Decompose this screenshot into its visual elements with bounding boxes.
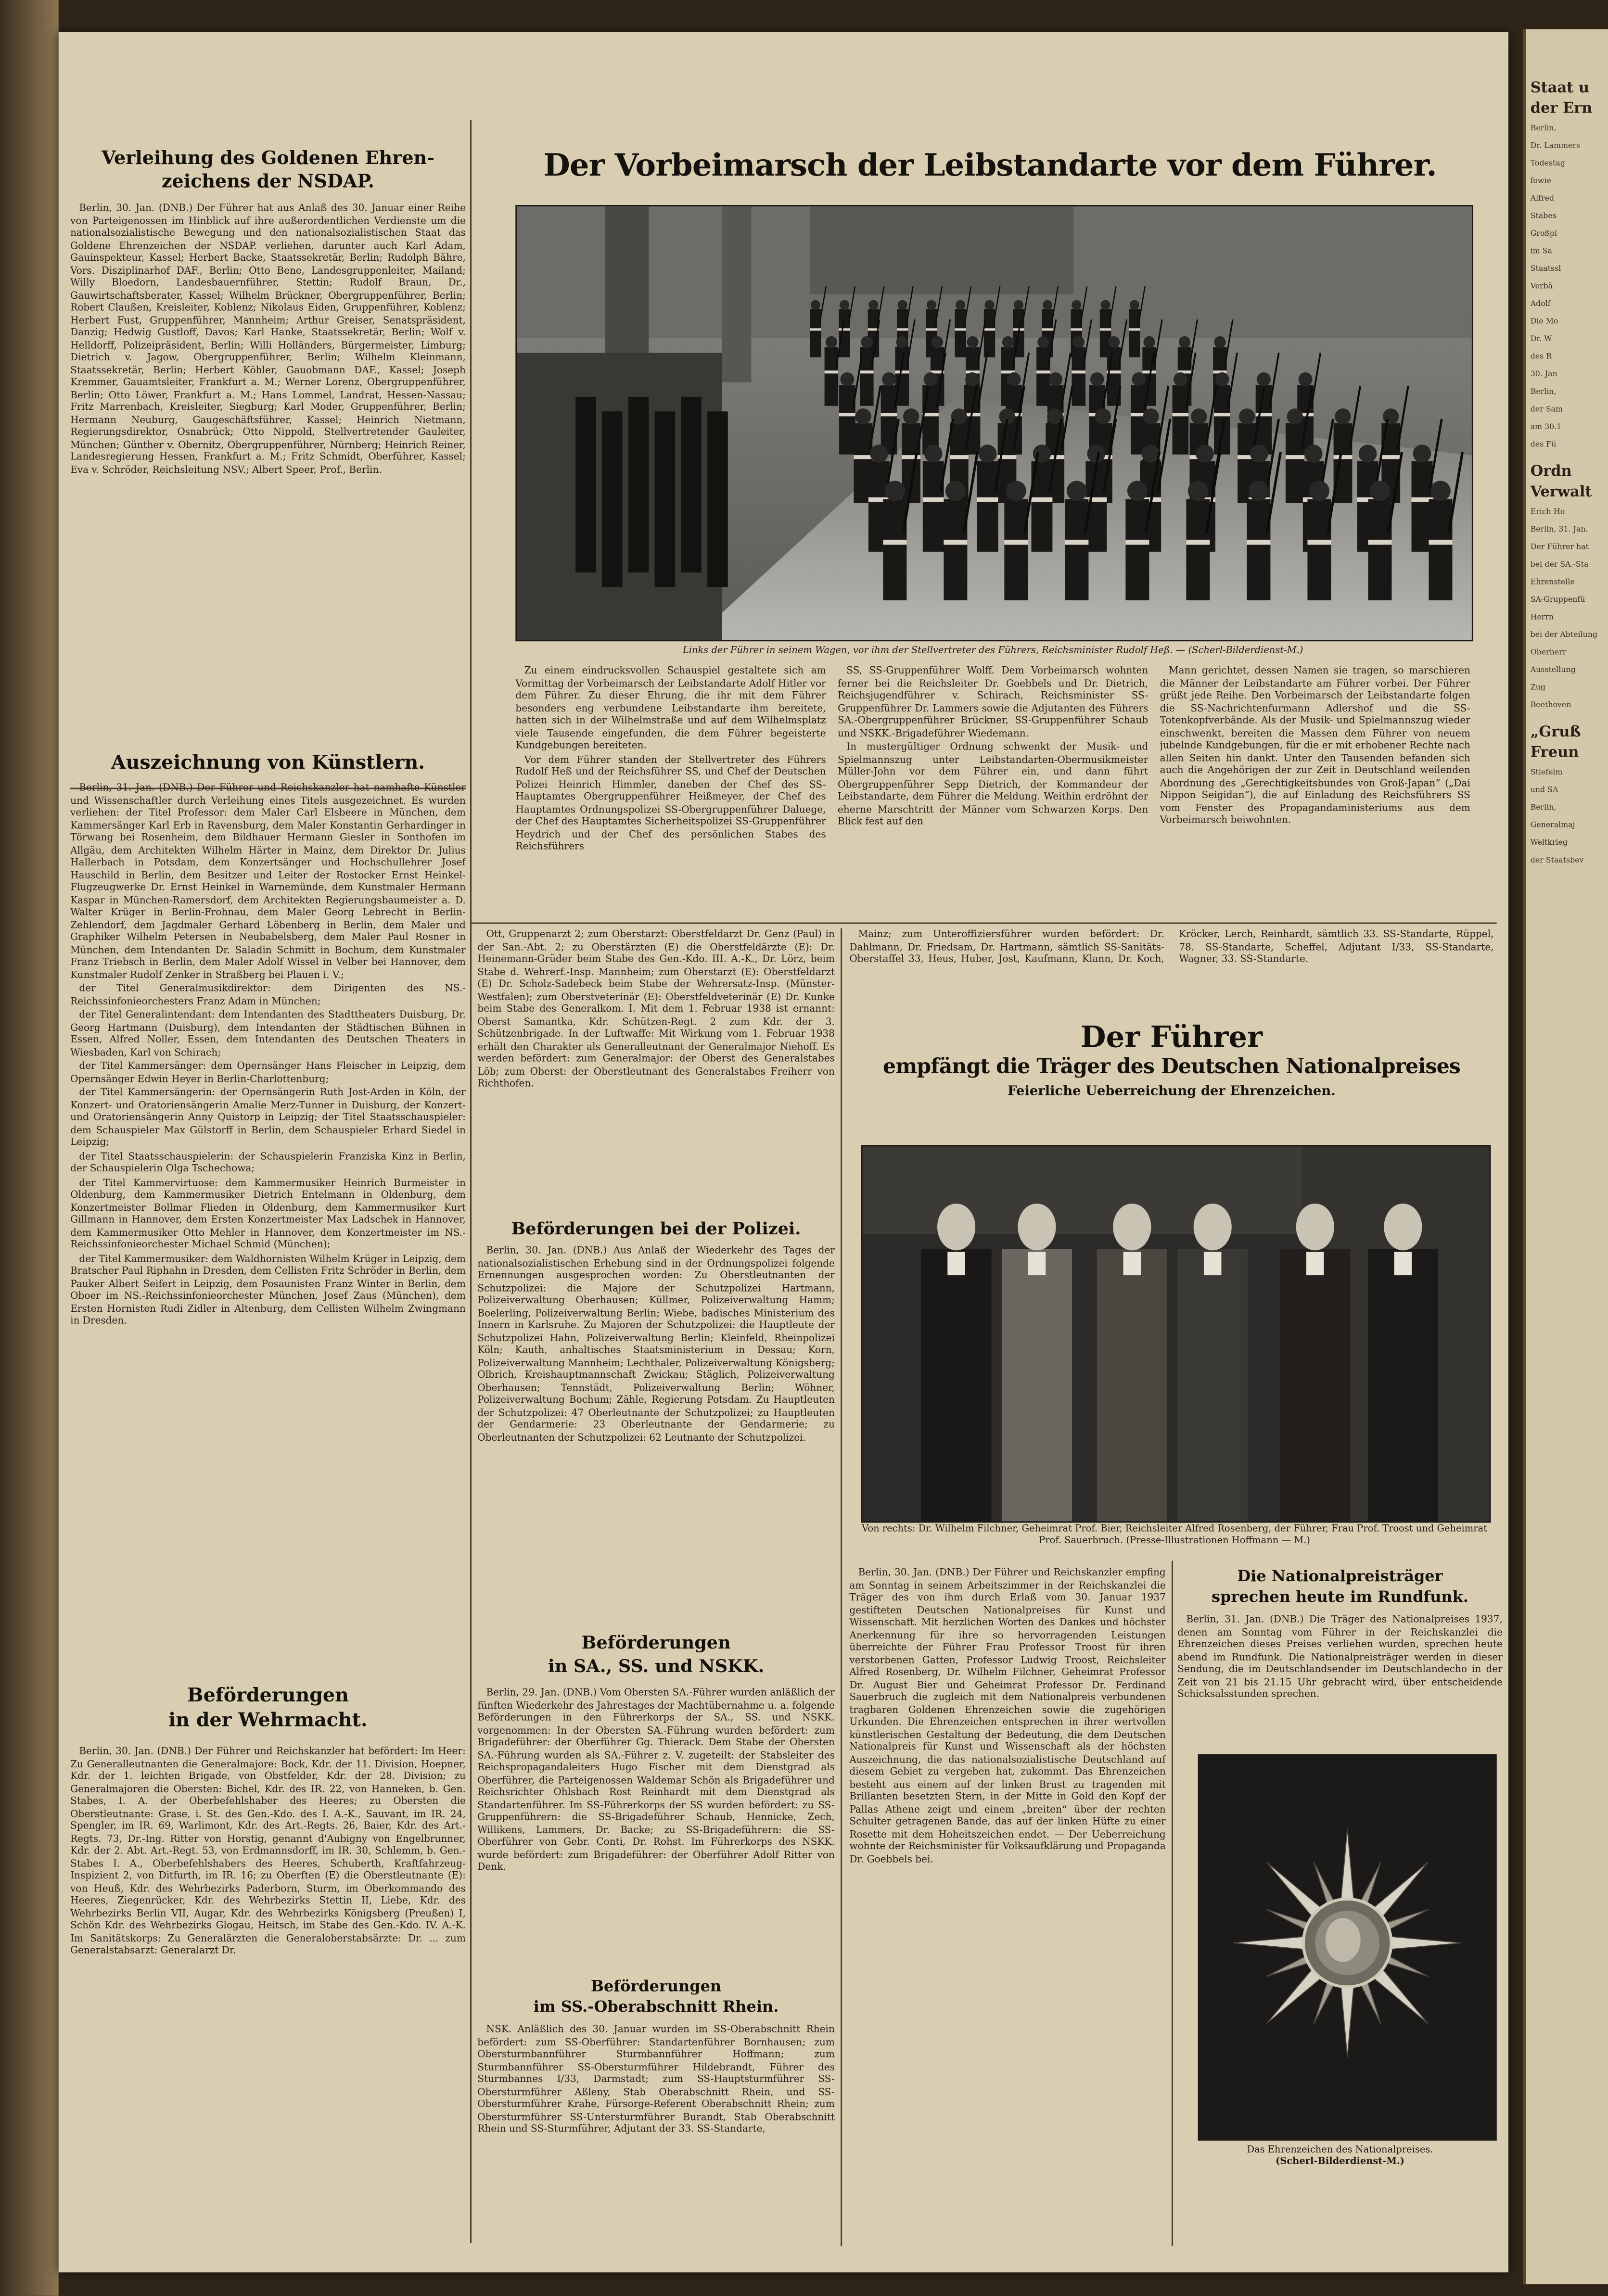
ehrenzeichen-caption: Das Ehrenzeichen des Nationalpreises. (Scherl-Bilderdienst-M.) xyxy=(1247,2144,1433,2167)
adjacent-line: des R xyxy=(1530,353,1552,362)
column-rule xyxy=(470,120,472,2243)
adjacent-line: Erich Ho xyxy=(1530,508,1565,517)
nationalpreis-photo xyxy=(861,1145,1491,1522)
adjacent-line: Der Führer hat xyxy=(1530,543,1589,552)
adjacent-line: Berlin, xyxy=(1530,388,1557,397)
article7-title: Beförderungen in SA., SS. und NSKK. xyxy=(548,1632,765,1677)
spectator-figure xyxy=(575,397,596,572)
adjacent-line: Staatssl xyxy=(1530,265,1561,274)
adjacent-text xyxy=(1526,122,1608,870)
adjacent-line: Dr. Lammers xyxy=(1530,142,1581,151)
adjacent-line: bei der Abteilung xyxy=(1530,631,1597,640)
adjacent-line: Verbä xyxy=(1530,282,1553,292)
parade-photo xyxy=(515,205,1473,641)
article6-title: Beförderungen bei der Polizei. xyxy=(511,1218,801,1239)
adjacent-line: im Sa xyxy=(1530,247,1552,256)
article10-body: Berlin, 31. Jan. (DNB.) Die Träger des Nationalpreises 1937, denen am Sonntag vom Führer in der Reichskanzlei die Ehrenzeichen dieses Preises verliehen wurden, sprechen heute abend im Rundfunk. Die Nationalpreisträger werden in dieser Sendung, die im Deutschlandsender im Deutschlandecho in der Zeit von 21 bis 21.15 Uhr gebracht wird, über entscheidende Schicksalsstunden sprechen. xyxy=(1177,1613,1503,1700)
article2-title: Auszeichnung von Künstlern. xyxy=(111,752,425,775)
adjacent-line: 30. Jan xyxy=(1530,370,1557,380)
adjacent-line: Adolf xyxy=(1530,300,1551,309)
adjacent-heading: Freun xyxy=(1530,745,1579,761)
adjacent-line: Generalmaj xyxy=(1530,821,1575,830)
article6-body: Berlin, 30. Jan. (DNB.) Aus Anlaß der Wiederkehr des Tages der nationalsozialistischen Erhebung sind in der Ordnungspolizei folgende Ernennungen ausgesprochen worden: Zu Oberstleutnanten der Schutzpolizei: die Majore der Schutzpolizei Hartmann, Polizeiverwaltung Oberhausen; Küllmer, Polizeiverwaltung Hamm; Boelerling, Polizeiverwaltung Berlin; Wiebe, badisches Ministerium des Innern in Karlsruhe. Zu Majoren der Schutzpolizei: die Hauptleute der Schutzpolizei Hahn, Polizeiverwaltung Berlin; Kleinfeld, Rheinpolizei Köln; Kauth, anhaltisches Staatsministerium in Dessau; Korn, Polizeiverwaltung Mannheim; Lechthaler, Polizeiverwaltung Königsberg; Olbrich, Kreishauptmannschaft Zwickau; Stäglich, Polizeiverwaltung Oberhausen; Tennstädt, Polizeiverwaltung Berlin; Wöhner, Polizeiverwaltung Bochum; Zähle, Regierung Potsdam. Zu Hauptleuten der Schutzpolizei: 47 Oberleutnante der Schutzpolizei; zu Hauptleuten der Gendarmerie: 23 Oberleutnante der Gendarmerie; zu Oberleutnanten der Schutzpolizei: 62 Leutnante der Schutzpolizei. xyxy=(477,1244,835,1443)
adjacent-line: Berlin, 31. Jan. xyxy=(1530,525,1588,534)
adjacent-line: bei der SA.-Sta xyxy=(1530,560,1589,570)
adjacent-heading: Ordn xyxy=(1530,464,1572,481)
parade-photo-image xyxy=(517,206,1472,640)
article8-body: NSK. Anläßlich des 30. Januar wurden im SS-Oberabschnitt Rhein befördert: zum SS-Oberführer: Standartenführer Bornhausen; zum Obersturmbannführer Sturmbannführer Hoffmann; zum Sturmbannführer SS-Obersturmführer Hildebrandt, Führer des Sturmbannes I/33, Darmstadt; zum SS-Hauptsturmführer SS-Obersturmführer Aßleny, Stab Oberabschnitt Rhein, und SS-Obersturmführer Krahe, Fürsorge-Referent Oberabschnitt Rhein; zum Obersturmführer SS-Untersturmführer Burandt, Stab Oberabschnitt Rhein und SS-Sturmführer, Adjutant der 33. SS-Standarte, xyxy=(477,2023,835,2135)
adjacent-line: Dr. W xyxy=(1530,335,1552,344)
nationalpreis-photo-image xyxy=(863,1146,1490,1521)
spectator-figure xyxy=(602,411,623,587)
article4-col3: Mann gerichtet, dessen Namen sie tragen, so marschieren die Männer der Leibstandarte am Führer vorbei. Der Führer grüßt jede Reihe. Den Vorbeimarsch der Leibstandarte folgen die SS-Nachrichtenfurmann Adlershof und die SS-Totenkopfverbände. Als der Musik- und Spielmannszug wieder einschwenkt, bereiten die Massen dem Führer von neuem jubelnde Kundgebungen, für die er mit erhobener Rechte nach allen Seiten hin dankt. Unter den Tausenden befanden sich auch die Angehörigen der zur Zeit in Deutschland weilenden Abordnung des „Gerechtigkeitsbundes von Groß-Japan“ („Dai Nippon Seigidan“), die auf Einladung des Reichsführers SS vom Fenster des Propagandaministeriums aus dem Vorbeimarsch beiwohnten. xyxy=(1160,664,1470,826)
section-rule xyxy=(472,923,1497,924)
adjacent-line: am 30.1 xyxy=(1530,423,1562,432)
adjacent-line: der Sam xyxy=(1530,406,1563,415)
article7-body: Berlin, 29. Jan. (DNB.) Vom Obersten SA.-Führer wurden anläßlich der fünften Wiederkehr des Jahrestages der Machtübernahme u. a. folgende Beförderungen in den Führerkorps der SA., SS. und NSKK. vorgenommen: In der Obersten SA.-Führung wurden befördert: zum Brigadeführer: der Oberführer Gg. Thierack. Dem Stabe der Obersten SA.-Führung wurden als SA.-Führer z. V. zugeteilt: der Stabsleiter des Reichspropagandaleiters Hugo Fischer mit dem Dienstgrad als Oberführer, die Parteigenossen Waldemar Schön als Brigadeführer und Reichsrichter Ohlsbach Rost Reinhardt mit dem Dienstgrad als Standartenführer. Im SS-Führerkorps der SS wurden befördert: zu SS-Gruppenführern: die SS-Brigadeführer Schaub, Hennicke, Zech, Willikens, Lammers, Dr. Backe; zu SS-Brigadeführern: die SS-Oberführer von Gebr. Conti, Dr. Rohst. Im Führerkorps des NSKK. wurde befördert: zum Brigadeführer: der Oberführer Adolf Ritter von Denk. xyxy=(477,1687,835,1873)
adjacent-line: SA-Gruppenfü xyxy=(1530,596,1585,605)
person-figure xyxy=(1280,1204,1350,1521)
adjacent-line: Stiefelm xyxy=(1530,768,1563,778)
adjacent-line: Oberherr xyxy=(1530,648,1567,658)
adjacent-heading: Verwalt xyxy=(1530,484,1592,501)
ehrenzeichen-photo xyxy=(1198,1754,1497,2141)
article1-body: Berlin, 30. Jan. (DNB.) Der Führer hat aus Anlaß des 30. Januar einer Reihe von Parteigenossen im Hinblick auf ihre außerordentlichen Verdienste um die nationalsozialistische Bewegung und den nationalsozialistischen Staat das Goldene Ehrenzeichen der NSDAP. verliehen, darunter auch Karl Adam, Gauinspekteur, Kassel; Herbert Backe, Staatssekretär, Berlin; Rudolph Bähre, Vors. Disziplinarhof DAF., Berlin; Otto Bene, Landesgruppenleiter, Mailand; Willy Bloedorn, Landesbauernführer, Stettin; Rudolf Braun, Dr., Gauwirtschaftsberater, Kassel; Wilhelm Brückner, Obergruppenführer, Berlin; Robert Claußen, Kreisleiter, Koblenz; Nikolaus Eiden, Gruppenführer, Koblenz; Herbert Fust, Gruppenführer, Mannheim; Arthur Greiser, Senatspräsident, Danzig; Hedwig Gustloff, Davos; Karl Hanke, Staatssekretär, Berlin; Wolf v. Helldorff, Polizeipräsident, Berlin; Willi Holländers, Bürgermeister, Limburg; Dietrich v. Jagow, Obergruppenführer, Berlin; Wilhelm Kleinmann, Staatssekretär, Berlin; Herbert Köhler, Gauobmann DAF., Kassel; Joseph Kremmer, Gauamtsleiter, Frankfurt a. M.; Werner Lorenz, Obergruppenführer, Berlin; Otto Löwer, Frankfurt a. M.; Hans Lommel, Landrat, Hessen-Nassau; Fritz Marrenbach, Kreisleiter, Siegburg; Karl Moder, Gruppenführer, Berlin; Hermann Neuburg, Gaugeschäftsführer, Kassel; Heinrich Nietmann, Regierungsdirektor, Osnabrück; Otto Nippold, Stellvertretender Gauleiter, München; Günther v. Obernitz, Obergruppenführer, Nürnberg; Heinrich Reiner, Landesregierung Hessen, Frankfurt a. M.; Fritz Schmidt, Oberführer, Kassel; Eva v. Schröder, Reichsleitung NSV.; Albert Speer, Prof., Berlin. xyxy=(70,202,466,475)
spectator-figure xyxy=(628,397,649,572)
person-figure xyxy=(1368,1204,1438,1521)
adjacent-line: Stabes xyxy=(1530,212,1557,221)
ehrenzeichen-star-image xyxy=(1200,1755,1495,2139)
adjacent-line: Ehrenstelle xyxy=(1530,578,1575,587)
adjacent-heading-1: Staat u xyxy=(1530,80,1589,97)
article4-col1: Zu einem eindrucksvollen Schauspiel gestaltete sich am Vormittag der Vorbeimarsch der Leibstandarte Adolf Hitler vor dem Führer. Zu dieser Ehrung, die ihr mit dem Führer besonders eng verbundene Leibstandarte ihm bereitete, hatten sich in der Wilhelmstraße und auf dem Wilhelmsplatz viele Tausende eingefunden, die dem Führer begeisterte Kundgebungen bereiteten. Vor dem Führer standen der Stellvertreter des Führers Rudolf Heß und der Reichsführer SS, und Chef der Deutschen Polizei Heinrich Himmler, daneben der Chef des SS-Hauptamtes Obergruppenführer Heißmeyer, der Chef des Hauptamtes Ordnungspolizei SS-Obergruppenführer Daluege, der Chef des Hauptamtes Sicherheitspolizei SS-Gruppenführer Heydrich und der Chef des persönlichen Stabes des Reichsführers xyxy=(515,664,826,852)
article4-col2: SS, SS-Gruppenführer Wolff. Dem Vorbeimarsch wohnten ferner bei die Reichsleiter Dr. Goebbels und Dr. Dietrich, Reichsjugendführer v. Schirach, Reichsminister SS-Gruppenführer Dr. Lammers sowie die Adjutanten des Führers SA.-Obergruppenführer Brückner, SS-Gruppenführer Schaub und NSKK.-Brigadeführer Wiedemann. In mustergültiger Ordnung schwenkt der Musik- und Spielmannszug unter Leibstandarten-Obermusikmeister Müller-John vor dem Führer ein, und dann führt Obergruppenführer Sepp Dietrich, der Kommandeur der Leibstandarte, dem Führer die Meldung. Weithin erdröhnt der eherne Marschtritt der Männer vom Schwarzen Korps. Den Blick fest auf den xyxy=(838,664,1149,827)
nationalpreis-photo-caption: Von rechts: Dr. Wilhelm Filchner, Geheimrat Prof. Bier, Reichsleiter Alfred Rosenberg, der Führer, Frau Prof. Troost und Geheimrat Prof. Sauerbruch. (Presse-Illustrationen Hoffmann — M.) xyxy=(862,1522,1487,1547)
article3-body: Berlin, 30. Jan. (DNB.) Der Führer und Reichskanzler hat befördert: Im Heer: Zu Generalleutnanten die Generalmajore: Bock, Kdr. der 11. Division, Hoepner, Kdr. der 1. leichten Brigade, von Obstfelder, Kdr. der 28. Division; zu Generalmajoren die Obersten: Bichel, Kdr. des IR. 22, von Hanneken, b. Gen. Stabes, I. A. der Oberbefehlshaber des Heeres; zu Obersten die Oberstleutnante: Grase, i. St. des Gen.-Kdo. des I. A.-K., Sauvant, im IR. 24, Spengler, im IR. 69, Warlimont, Kdr. des Art.-Regts. 26, Baier, Kdr. des Art.-Regts. 73, Dr.-Ing. Ritter von Horstig, genannt d'Aubigny von Engelbrunner, Kdr. der 2. Abt. Art.-Regt. 53, von Erdmannsdorff, im IR. 30, Schlemm, b. Gen.-Stabes I. A., Oberbefehlshabers des Heeres, Schuberth, Kraftfahrzeug-Inspizient 2, von Ditfurth, im IR. 16; zu Oberften (E) die Oberstleutnante (E): von Heuß, Kdr. des Wehrbezirks Paderborn, Sturm, im Oberkommando des Heeres, Ziegenrücker, Kdr. des Wehrbezirks Stettin II, Liebe, Kdr. des Wehrbezirks Berlin VII, Augar, Kdr. des Wehrbezirks Königsberg (Preußen) I, Schön Kdr. des Wehrbezirks Glogau, Heitsch, im Stabe des Gen.-Kdo. IV. A.-K. Im Sanitätskorps: Zu Generalärzten die Generaloberstabsärzte: Dr. ... zum Generalstabsarzt: Generalarzt Dr. xyxy=(70,1745,466,1956)
adjacent-line: Ausstellung xyxy=(1530,666,1576,675)
person-figure xyxy=(921,1204,991,1521)
article5-continued: Ott, Gruppenarzt 2; zum Oberstarzt: Oberstfeldarzt Dr. Genz (Paul) in der San.-Abt. 2; zu Oberstärzten (E) die Oberstfeldärzte (E): Dr. Heinemann-Grüder beim Stabe des Gen.-Kdo. III. A.-K., Dr. Lörz, beim Stabe d. Wehrerf.-Insp. Mannheim; zum Oberstarzt (E): Oberstfeldarzt (E) Dr. Scholz-Sadebeck beim Stabe der Wehrersatz-Insp. (Münster-Westfalen); zum Oberstveterinär (E): Oberstfeldveterinär (E) Dr. Kunke beim Stabe des Generalkom. I. Mit dem 1. Februar 1938 ist ernannt: Oberst Samantka, Kdr. Schützen-Regt. 2 zum Kdr. der 3. Schützenbrigade. In der Luftwaffe: Mit Wirkung vom 1. Februar 1938 erhält den Charakter als Generalleutnant der Generalmajor Niehoff. Es werden befördert: zum Generalmajor: der Oberst des Generalstabes Löb; zum Oberst: der Oberstleutnant des Generalstabes Freiherr von Richthofen. xyxy=(477,928,835,1090)
newspaper-page xyxy=(59,32,1508,2272)
article5-right: Mainz; zum Unteroffiziersführer wurden befördert: Dr. Dahlmann, Dr. Friedsam, Dr. Hartmann, sämtlich SS-Sanitäts-Oberstaffel 33, Heus, Huber, Jost, Kaufmann, Klann, Dr. Koch, Kröcker, Lerch, Reinhardt, sämtlich 33. SS-Standarte, Rüppel, 78. SS-Standarte, Scheffel, Adjutant I/33, SS-Standarte, Wagner, 33. SS-Standarte. xyxy=(849,928,1494,965)
adjacent-line: Todestag xyxy=(1530,159,1565,169)
book-binding-edge xyxy=(0,0,59,2296)
article10-title: Die Nationalpreisträger sprechen heute im Rundfunk. xyxy=(1212,1568,1468,1606)
person-figure xyxy=(1002,1204,1072,1521)
article9-body: Berlin, 30. Jan. (DNB.) Der Führer und Reichskanzler empfing am Sonntag in seinem Arbeitszimmer in der Reichskanzlei die Träger des von ihm durch Erlaß vom 30. Januar 1937 gestifteten Deutschen Nationalpreises für Kunst und Wissenschaft. Mit herzlichen Worten des Dankes und höchster Anerkennung für ihre so hervorragenden Leistungen überreichte der Führer Frau Professor Troost für ihren verstorbenen Gatten, Professor Ludwig Troost, Reichsleiter Alfred Rosenberg, Dr. Wilhelm Filchner, Geheimrat Professor Dr. August Bier und Geheimrat Professor Dr. Ferdinand Sauerbruch die zugleich mit dem Nationalpreis verbundenen tragbaren Goldenen Ehrenzeichen sowie die zugehörigen Urkunden. Die Ehrenzeichen entsprechen in ihrer wertvollen künstlerischen Gestaltung der Bedeutung, die dem Deutschen Nationalpreis für Kunst und Wissenschaft als der höchsten Auszeichnung, die das nationalsozialistische Deutschland auf diesem Gebiet zu vergeben hat, zukommt. Das Ehrenzeichen besteht aus einem auf der linken Brust zu tragenden mit Brillanten besetzten Stern, in der Mitte in Gold den Kopf der Pallas Athene zeigt und einem „breiten“ über der rechten Schulter getragenen Bande, das auf der linken Hüfte zu einer Rosette mit dem Hoheitszeichen endet. — Der Ueberreichung wohnte der Reichsminister für Volksaufklärung und Propaganda Dr. Goebbels bei. xyxy=(849,1566,1166,1865)
adjacent-line: und SA xyxy=(1530,786,1558,795)
article2-body: Berlin, 31. Jan. (DNB.) Der Führer und Reichskanzler hat namhafte Künstler und Wissenschaftler durch Verleihung eines Titels ausgezeichnet. Es wurden verliehen: der Titel Professor: dem Maler Carl Elsbeere in München, dem Kammersänger Karl Erb in Ravensburg, dem Maler Konstantin Gerhardinger in Törwang bei Rosenheim, dem Bildhauer Hermann Giesler in Sonthofen im Allgäu, dem Architekten Wilhelm Härter in Mainz, dem Direktor Dr. Julius Hallerbach in Potsdam, dem Konzertsänger und Hochschullehrer Josef Hauschild in Berlin, dem Besitzer und Leiter der Rostocker Ernst Heinkel-Flugzeugwerke Dr. Ernst Heinkel in Warnemünde, dem Kunstmaler Hermann Kaspar in München-Ramersdorf, dem Architekten Regierungsbaumeister a. D. Walter Krüger in Berlin-Frohnau, dem Maler Georg Lebrecht in Berlin-Zehlendorf, dem Jagdmaler Gerhard Löbenberg in Berlin, dem Maler und Graphiker Wilhelm Petersen in Neubabelsberg, dem Maler Paul Rosner in München, dem Intendanten Dr. Saladin Schmitt in Bochum, dem Kunstmaler Franz Triebsch in Berlin, dem Maler Adolf Wissel in Velber bei Hannover, dem Kunstmaler Rudolf Zenker in Straßberg bei Plauen i. V.; der Titel Generalmusikdirektor: dem Dirigenten des NS.-Reichssinfonieorchesters Franz Adam in München; der Titel Generalintendant: dem Intendanten des Stadttheaters Duisburg, Dr. Georg Hartmann (Duisburg), dem Intendanten der Städtischen Bühnen in Essen, Alfred Noller, Essen, dem Intendanten des Deutschen Theaters in Wiesbaden, Karl von Schirach; der Titel Kammersänger: dem Opernsänger Hans Fleischer in Leipzig, dem Opernsänger Edwin Heyer in Berlin-Charlottenburg; der Titel Kammersängerin: der Opernsängerin Ruth Jost-Arden in Köln, der Konzert- und Oratoriensängerin Amalie Merz-Tunner in Duisburg, der Konzert- und Oratoriensängerin Anny Quistorp in Leipzig; der Titel Staatsschauspieler: dem Schauspieler Max Gülstorff in Berlin, dem Schauspieler Erhard Siedel in Leipzig; der Titel Staatsschauspielerin: der Schauspielerin Franziska Kinz in Berlin, der Schauspielerin Olga Tschechowa; der Titel Kammervirtuose: dem Kammermusiker Heinrich Burmeister in Oldenburg, dem Kammermusiker Dietrich Entelmann in Oldenburg, dem Konzertmeister Bollmar Flieden in Oldenburg, dem Kammermusiker Kurt Gillmann in Hannover, dem Ersten Konzertmeister Max Ladschek in Hannover, dem Kammermusiker Otto Mehler in Hannover, dem Konzertmeister im NS.-Reichssinfonieorchester Michael Schmid (München); der Titel Kammermusiker: dem Waldhornisten Wilhelm Krüger in Leipzig, dem Bratscher Paul Riphahn in Dresden, dem Cellisten Fritz Schröder in Berlin, dem Pauker Albert Seifert in Leipzig, dem Posaunisten Franz Winter in Berlin, dem Oboer im NS.-Reichssinfonieorchester München, Josef Zaus (München), dem Ersten Hornisten Rudi Zidler in Altenburg, dem Cellisten Wilhelm Zwingmann in Dresden. xyxy=(70,782,466,1327)
article8-title: Beförderungen im SS.-Oberabschnitt Rhein. xyxy=(533,1978,779,2017)
adjacent-line: Weltkrieg xyxy=(1530,839,1568,848)
main-headline: Der Vorbeimarsch der Leibstandarte vor dem Führer. xyxy=(543,146,1437,183)
adjacent-line: Herrn xyxy=(1530,613,1554,622)
adjacent-line: Großpl xyxy=(1530,229,1557,239)
person-figure xyxy=(1177,1204,1248,1521)
adjacent-heading: „Gruß xyxy=(1530,724,1581,741)
adjacent-line: Beethoven xyxy=(1530,701,1571,710)
parade-photo-caption: Links der Führer in seinem Wagen, vor ihm der Stellvertreter des Führers, Reichsminister Rudolf Heß. — (Scherl-Bilderdienst-M.) xyxy=(682,644,1303,656)
adjacent-line: Alfred xyxy=(1530,194,1555,204)
article9-title: Der Führer empfängt die Träger des Deutschen Nationalpreises Feierliche Ueberreichung der Ehrenzeichen. xyxy=(883,1019,1460,1100)
adjacent-line: fowie xyxy=(1530,177,1551,186)
adjacent-page xyxy=(1523,29,1608,2284)
adjacent-heading-2: der Ern xyxy=(1530,101,1593,117)
adjacent-line: der Staatsbev xyxy=(1530,856,1584,865)
adjacent-line: des Fü xyxy=(1530,441,1557,450)
adjacent-line: Zug xyxy=(1530,684,1545,693)
spectator-figure xyxy=(681,397,702,572)
column-rule xyxy=(841,928,842,2246)
spectator-figure xyxy=(707,411,728,587)
article1-title: Verleihung des Goldenen Ehren- zeichens der NSDAP. xyxy=(102,146,434,192)
adjacent-line: Berlin, xyxy=(1530,804,1557,813)
adjacent-line: Berlin, xyxy=(1530,124,1557,133)
spectator-figure xyxy=(655,411,676,587)
article3-title: Beförderungen in der Wehrmacht. xyxy=(168,1685,368,1732)
person-figure xyxy=(1097,1204,1167,1521)
adjacent-line: Die Mo xyxy=(1530,317,1558,327)
column-rule xyxy=(1172,1561,1173,2246)
